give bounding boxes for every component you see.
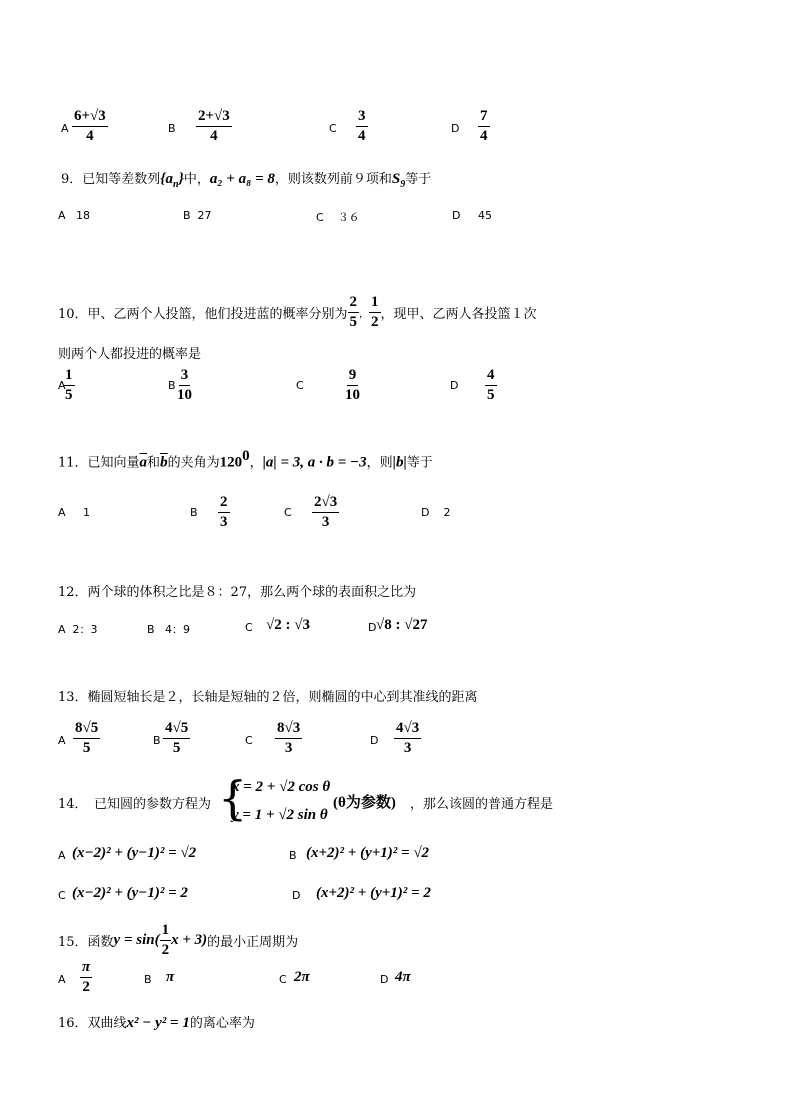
q8-option-c-fraction: $\frac{3}{4}$	[358, 108, 366, 144]
q15-option-b-value: π	[166, 969, 175, 985]
q13-option-b-label: B	[153, 734, 161, 747]
q12-option-c-value: √2 : √3	[266, 617, 310, 633]
q9-condition: a₂ + a₈ = 8	[209, 171, 275, 187]
q10-option-c-fraction: $\frac{9}{10}$	[345, 367, 360, 403]
q10-option-b-fraction: $\frac{3}{10}$	[177, 367, 192, 403]
q14-equation-y: y = 1 + √2 sin θ	[232, 807, 328, 823]
q11-option-d: D 2	[421, 506, 451, 519]
q14-stem-prefix: 14． 已知圆的参数方程为	[58, 797, 212, 812]
q13-option-c-label: C	[245, 734, 253, 747]
q8-option-c-label: C	[329, 122, 337, 135]
q13-option-a-fraction: $\frac{8√5}{5}$	[75, 720, 99, 756]
q14-equation-x: x = 2 + √2 cos θ	[232, 779, 331, 795]
q14-option-a-value: (x−2)² + (y−1)² = √2	[72, 845, 197, 861]
q8-option-d-label: D	[451, 122, 460, 135]
q10-prob-b: $\frac{1}{2}$	[371, 294, 379, 330]
q9-option-a: A 18	[58, 209, 91, 222]
q9-option-d: D 45	[452, 209, 492, 222]
q12-option-a: A 2：3	[58, 623, 98, 636]
q11-stem: 11．已知向量$\overline{a}$和$\overline{b}$的夹角为$120^0$，|a| = 3, a · b = −3，则|b|等于	[58, 448, 433, 471]
q14-option-c-value: (x−2)² + (y−1)² = 2	[72, 885, 188, 901]
q15-option-d-label: D	[380, 973, 389, 986]
q10-stem-line2: 则两个人都投进的概率是	[58, 347, 202, 362]
vector-a: $\overline{a}$	[139, 454, 148, 471]
q13-option-c-fraction: $\frac{8√3}{3}$	[277, 720, 301, 756]
q14-option-a-label: A	[58, 849, 66, 862]
q8-option-d-fraction: $\frac{7}{4}$	[480, 108, 488, 144]
q14-option-d-value: (x+2)² + (y+1)² = 2	[316, 885, 431, 901]
q15-option-b-label: B	[144, 973, 152, 986]
q12-option-c-label: C	[245, 621, 253, 634]
q14-option-d-label: D	[292, 889, 301, 902]
q12-option-d-value: √8 : √27	[376, 617, 428, 633]
q15-option-d-value: 4π	[395, 969, 411, 985]
q10-option-a-fraction: $\frac{1}{5}$	[65, 367, 73, 403]
q10-option-a-label: A	[58, 379, 66, 392]
q9-stem: 9．已知等差数列$\{a_n\}$中，a₂ + a₈ = 8，则该数列前９项和$S_9$等于	[61, 171, 432, 190]
q15-option-c-value: 2π	[294, 969, 310, 985]
q13-option-d-fraction: $\frac{4√3}{3}$	[396, 720, 420, 756]
q8-option-a-label: A	[61, 122, 69, 135]
q10-stem-line1: 10．甲、乙两个人投篮，他们投进蓝的概率分别为 $\frac{2}{5}$ ， $\frac{1}{2}$ ，现甲、乙两人各投篮１次	[58, 294, 537, 330]
q12-option-b: B 4：9	[147, 623, 191, 636]
q13-option-b-fraction: $\frac{4√5}{5}$	[165, 720, 189, 756]
q15-stem: 15．函数 y = sin( $\frac{1}{2}$ x + 3) 的最小正周期为	[58, 922, 299, 958]
q10-option-c-label: C	[296, 379, 304, 392]
q11-option-b-label: B	[190, 506, 198, 519]
q14-option-c-label: C	[58, 889, 66, 902]
q14-parameter-note: (θ为参数)	[333, 795, 396, 811]
q14-option-b-label: B	[289, 849, 297, 862]
q11-abs-b: |b|	[392, 454, 407, 471]
q16-stem: 16．双曲线x² − y² = 1的离心率为	[58, 1015, 255, 1031]
q16-hyperbola: x² − y² = 1	[126, 1015, 190, 1031]
brace-symbol: {	[218, 771, 248, 825]
q10-option-d-fraction: $\frac{4}{5}$	[487, 367, 495, 403]
q11-option-c-label: C	[284, 506, 292, 519]
q14-stem-suffix: ，那么该圆的普通方程是	[410, 797, 554, 812]
q8-option-b-fraction: $\frac{2+√3}{4}$	[198, 108, 230, 144]
q15-coefficient: $\frac{1}{2}$	[161, 922, 170, 958]
q9-option-b: B 27	[183, 209, 212, 222]
q14-option-b-value: (x+2)² + (y+1)² = √2	[306, 845, 430, 861]
q13-option-a-label: A	[58, 734, 66, 747]
q11-option-b-fraction: $\frac{2}{3}$	[220, 494, 228, 530]
q11-option-a: A 1	[58, 506, 91, 519]
q15-option-c-label: C	[279, 973, 287, 986]
q11-condition: |a| = 3, a · b = −3	[262, 454, 367, 471]
q12-option-d-label: D	[368, 621, 377, 634]
q11-option-c-fraction: $\frac{2√3}{3}$	[314, 494, 338, 530]
q9-option-c: C ３６	[316, 211, 360, 224]
q10-option-b-label: B	[168, 379, 176, 392]
q15-option-a-fraction: $\frac{\pi}{2}$	[82, 959, 91, 995]
q12-stem: 12．两个球的体积之比是８：27，那么两个球的表面积之比为	[58, 585, 417, 600]
q15-option-a-label: A	[58, 973, 66, 986]
q13-option-d-label: D	[370, 734, 379, 747]
q13-stem: 13．椭圆短轴长是２，长轴是短轴的２倍，则椭圆的中心到其准线的距离	[58, 690, 478, 705]
q8-option-b-label: B	[168, 122, 176, 135]
q8-option-a-fraction: $\frac{6+√3}{4}$	[74, 108, 106, 144]
q10-prob-a: $\frac{2}{5}$	[349, 294, 358, 330]
q10-option-d-label: D	[450, 379, 459, 392]
vector-b: $\overline{b}$	[160, 454, 168, 471]
